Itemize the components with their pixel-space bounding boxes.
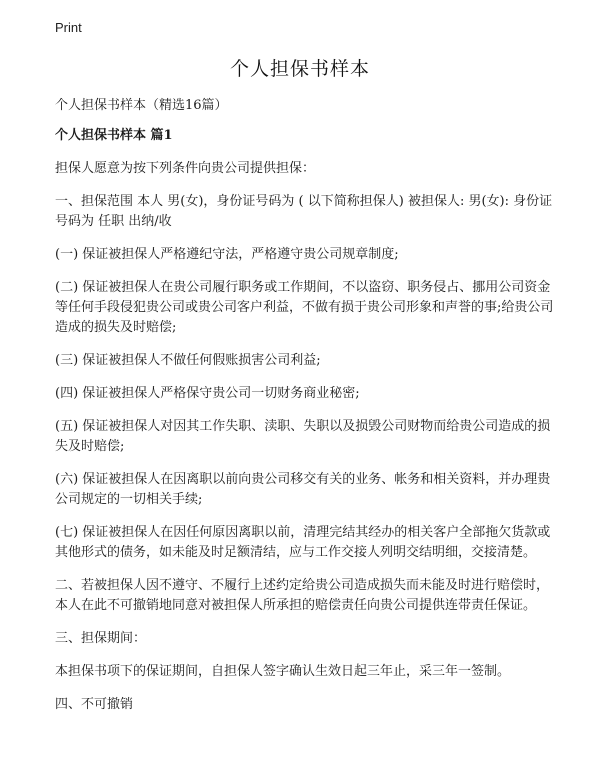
- paragraph-item-3: (三) 保证被担保人不做任何假账损害公司利益;: [55, 353, 321, 368]
- print-link[interactable]: Print: [55, 20, 82, 35]
- document-subtitle: 个人担保书样本（精选16篇）: [55, 98, 228, 113]
- paragraph-irrevocable-heading: 四、不可撤销: [55, 697, 134, 712]
- paragraph-item-2: (二) 保证被担保人在贵公司履行职务或工作期间，不以盗窃、职务侵占、挪用公司资金等任何手段侵犯贵公司或贵公司客户利益，不做有损于贵公司形象和声誉的事;给贵公司造成的损失及时赔偿;: [55, 280, 554, 335]
- paragraph-intro: 担保人愿意为按下列条件向贵公司提供担保：: [55, 161, 316, 176]
- paragraph-scope: 一、担保范围 本人 男(女)，身份证号码为 ( 以下简称担保人) 被担保人: 男(女): 身份证号码为 任职 出纳/收: [55, 194, 553, 229]
- document-title: 个人担保书样本: [229, 58, 370, 80]
- paragraph-item-6: (六) 保证被担保人在因离职以前向贵公司移交有关的业务、帐务和相关资料，并办理贵公司规定的一切相关手续;: [55, 472, 551, 507]
- paragraph-item-7: (七) 保证被担保人在因任何原因离职以前，清理完结其经办的相关客户全部拖欠货款或其他形式的债务，如未能及时足额清结，应与工作交接人列明交结明细，交接清楚。: [55, 525, 551, 560]
- paragraph-period-heading: 三、担保期间：: [55, 631, 147, 646]
- paragraph-period: 本担保书项下的保证期间，自担保人签字确认生效日起三年止，采三年一签制。: [55, 664, 511, 679]
- section-heading: 个人担保书样本 篇1: [55, 128, 173, 143]
- paragraph-item-1: (一) 保证被担保人严格遵纪守法，严格遵守贵公司规章制度;: [55, 247, 399, 262]
- paragraph-item-4: (四) 保证被担保人严格保守贵公司一切财务商业秘密;: [55, 386, 360, 401]
- paragraph-item-5: (五) 保证被担保人对因其工作失职、渎职、失职以及损毁公司财物而给贵公司造成的损失及时赔偿;: [55, 419, 551, 454]
- document-body: [55, 96, 555, 728]
- paragraph-liability: 二、若被担保人因不遵守、不履行上述约定给贵公司造成损失而未能及时进行赔偿时，本人在此不可撤销地同意对被担保人所承担的赔偿责任向贵公司提供连带责任保证。: [55, 578, 550, 613]
